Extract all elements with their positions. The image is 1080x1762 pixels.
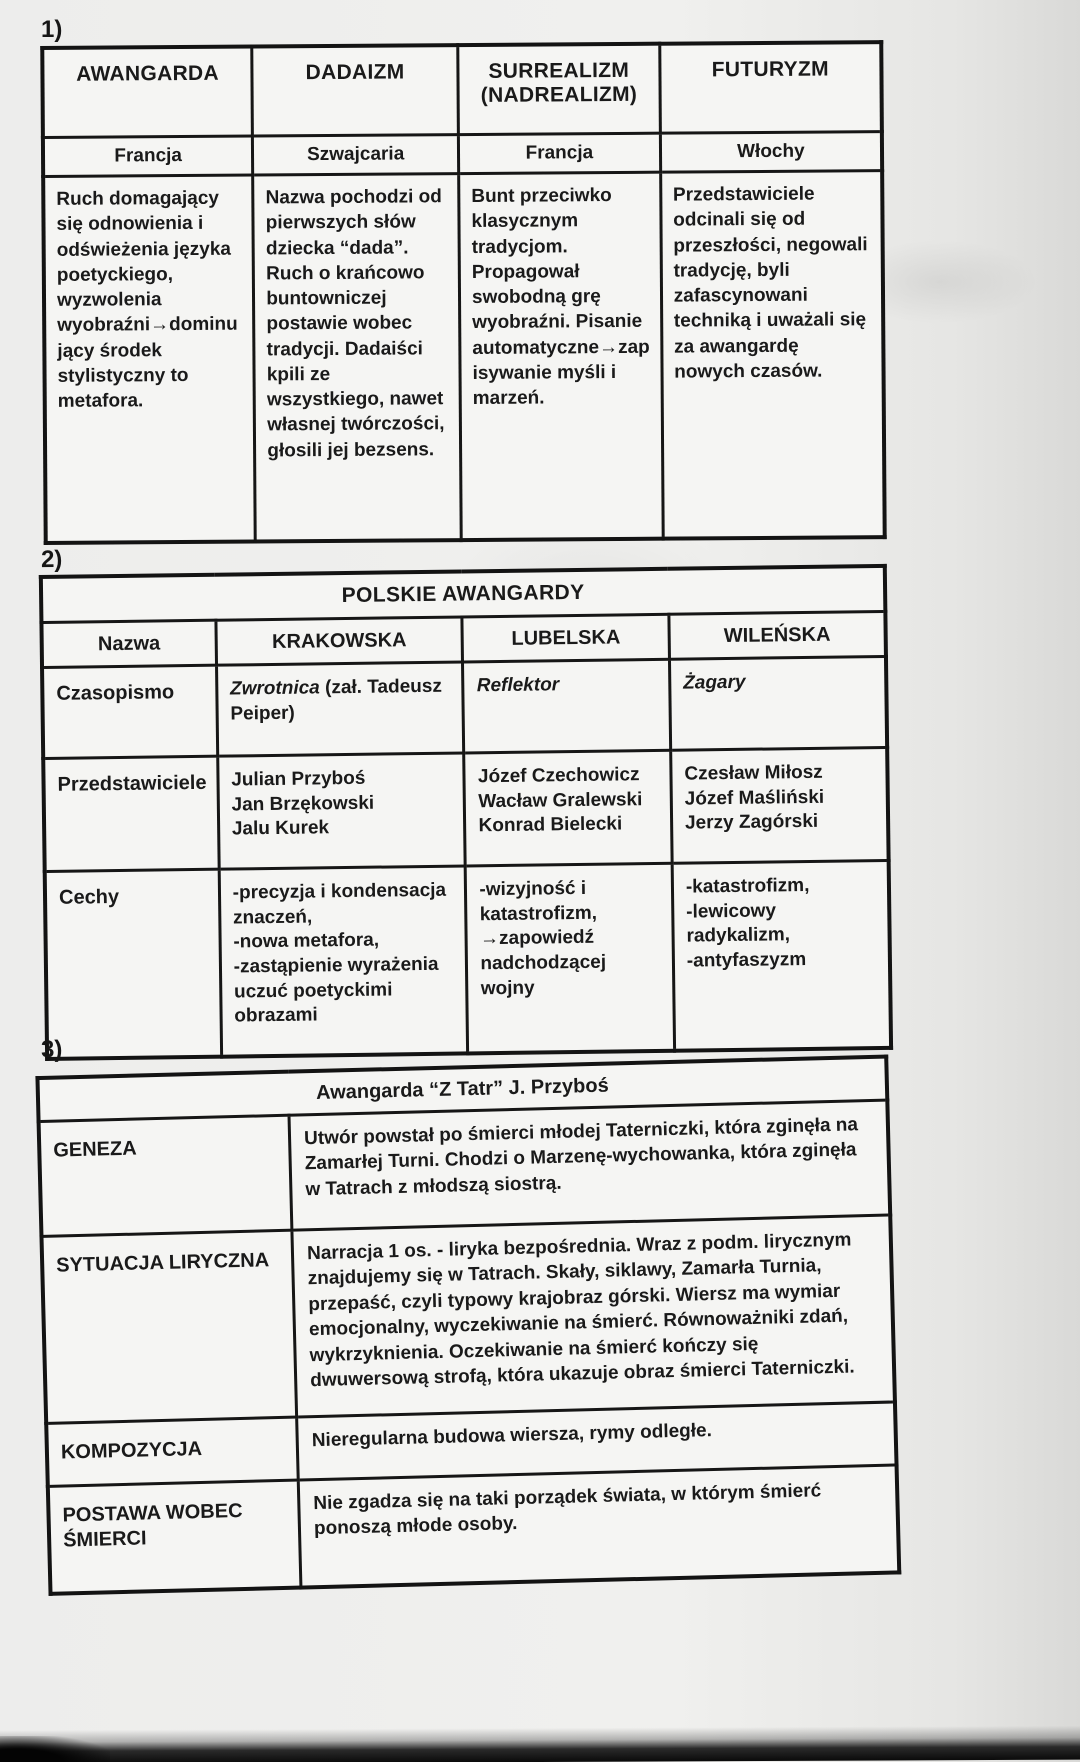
section-2-label: 2) — [40, 545, 63, 574]
column-header-wilenska: WILEŃSKA — [669, 611, 886, 659]
description-futuryzm: Przedstawiciele odcinali się od przeszłości, negowali tradycję, byli zafascynowani techniką i uważali się za awangardę nowych czasów. — [660, 171, 884, 539]
lyrical-situation-content: Narracja 1 os. - liryka bezpośrednia. Wraz z podm. lirycznym znajdujemy się w Tatrach. Skały, siklawy, Zamarła Turnia, przepaść, czyli typowy krajobraz górski. Wiersz ma wymiar emocjonalny, wyczekiwanie na śmierć. Równoważniki zdań, wykrzyknienia. Oczekiwanie na śmierć kończy się dwuwersową strofą, która ukazuje obraz śmierci Taterniczki. — [292, 1215, 895, 1417]
section-1-label: 1) — [41, 16, 63, 43]
representatives-krakowska: Julian Przyboś Jan Brzękowski Jalu Kurek — [217, 753, 465, 869]
row-label-cechy: Cechy — [45, 869, 222, 1059]
features-krakowska: -precyzja i kondensacja znaczeń, -nowa metafora, -zastąpienie wyrażenia uczuć poetyckimi obrazami — [219, 866, 468, 1057]
magazine-lubelska: Reflektor — [463, 659, 671, 753]
magazine-row — [42, 656, 887, 758]
poem-analysis-table — [35, 1054, 901, 1595]
representatives-lubelska: Józef Czechowicz Wacław Gralewski Konrad Bielecki — [464, 750, 672, 866]
avant-garde-movements-table — [40, 40, 886, 545]
movement-name-dadaizm: DADAIZM — [252, 45, 458, 136]
magazine-wilenska: Żagary — [669, 656, 887, 750]
row-label-przedstawiciele: Przedstawiciele — [43, 756, 219, 871]
attitude-to-death-row — [48, 1465, 899, 1594]
row-label-czasopismo: Czasopismo — [42, 665, 217, 758]
movements-description-row — [43, 171, 885, 543]
row-label-postawa-wobec-smierci: POSTAWA WOBEC ŚMIERCI — [48, 1480, 301, 1594]
poem-title: Awangarda “Z Tatr” J. Przyboś — [37, 1057, 887, 1122]
column-header-krakowska: KRAKOWSKA — [216, 617, 463, 665]
scan-corner-shadow — [0, 1736, 110, 1762]
features-lubelska: -wizyjność i katastrofizm, →zapowiedź nadchodzącej wojny — [466, 863, 675, 1053]
attitude-to-death-content: Nie zgadza się na taki porządek świata, w którym śmierć ponoszą młode osoby. — [298, 1465, 899, 1588]
genesis-row — [39, 1100, 891, 1236]
composition-content: Nieregularna budowa wiersza, rymy odległe. — [297, 1402, 897, 1480]
movement-name-awangarda: AWANGARDA — [42, 47, 252, 138]
movements-header-row — [42, 42, 882, 137]
movements-country-row — [43, 132, 882, 177]
genesis-content: Utwór powstał po śmierci młodej Taterniczki, która zginęła na Zamarłej Turni. Chodzi o Marzenę-wychowanka, która zginęła w Tatrach z młodszą siostrą. — [289, 1100, 890, 1230]
section-3-label: 3) — [40, 1035, 63, 1064]
magazine-krakowska — [216, 662, 464, 756]
country-futuryzm: Włochy — [660, 132, 882, 173]
country-awangarda: Francja — [43, 136, 253, 176]
movement-name-surrealizm: SURREALIZM (NADREALIZM) — [458, 44, 660, 135]
movement-name-futuryzm: FUTURYZM — [659, 42, 881, 133]
polish-avant-gardes-title: POLSKIE AWANGARDY — [41, 566, 886, 623]
row-label-kompozycja: KOMPOZYCJA — [46, 1417, 298, 1486]
description-awangarda: Ruch domagający się odnowienia i odświeżenia języka poetyckiego, wyzwolenia wyobraźni→dominujący środek stylistyczny to metafora. — [43, 175, 255, 543]
column-header-lubelska: LUBELSKA — [462, 614, 669, 662]
magazine-title-zwrotnica: Zwrotnica — [229, 677, 320, 700]
features-row — [45, 860, 891, 1059]
magazine-founder-note: (zał. Tadeusz Peiper) — [230, 675, 443, 725]
description-dadaizm: Nazwa pochodzi od pierwszych słów dziecka “dada”. Ruch o krańcowo buntowniczej postawie wobec tradycji. Dadaiści kpili ze wszystkiego, nawet własnej twórczości, głosili jej bezsens. — [253, 174, 461, 542]
scan-bottom-edge-shadow — [0, 1726, 1080, 1762]
description-surrealizm: Bunt przeciwko klasycznym tradycjom. Propagował swobodną grę wyobraźni. Pisanie automatyczne→zapisywanie myśli i marzeń. — [459, 172, 663, 540]
representatives-wilenska: Czesław Miłosz Józef Maśliński Jerzy Zagórski — [671, 747, 889, 863]
polish-avant-gardes-table — [39, 564, 893, 1061]
column-header-nazwa: Nazwa — [41, 620, 216, 667]
country-surrealizm: Francja — [458, 133, 660, 173]
row-label-geneza: GENEZA — [39, 1115, 292, 1236]
country-dadaizm: Szwajcaria — [253, 135, 459, 175]
row-label-sytuacja-liryczna: SYTUACJA LIRYCZNA — [41, 1230, 296, 1423]
lyrical-situation-row — [41, 1215, 894, 1423]
features-wilenska: -katastrofizm, -lewicowy radykalizm, -antyfaszyzm — [672, 860, 891, 1050]
representatives-row — [43, 747, 888, 871]
